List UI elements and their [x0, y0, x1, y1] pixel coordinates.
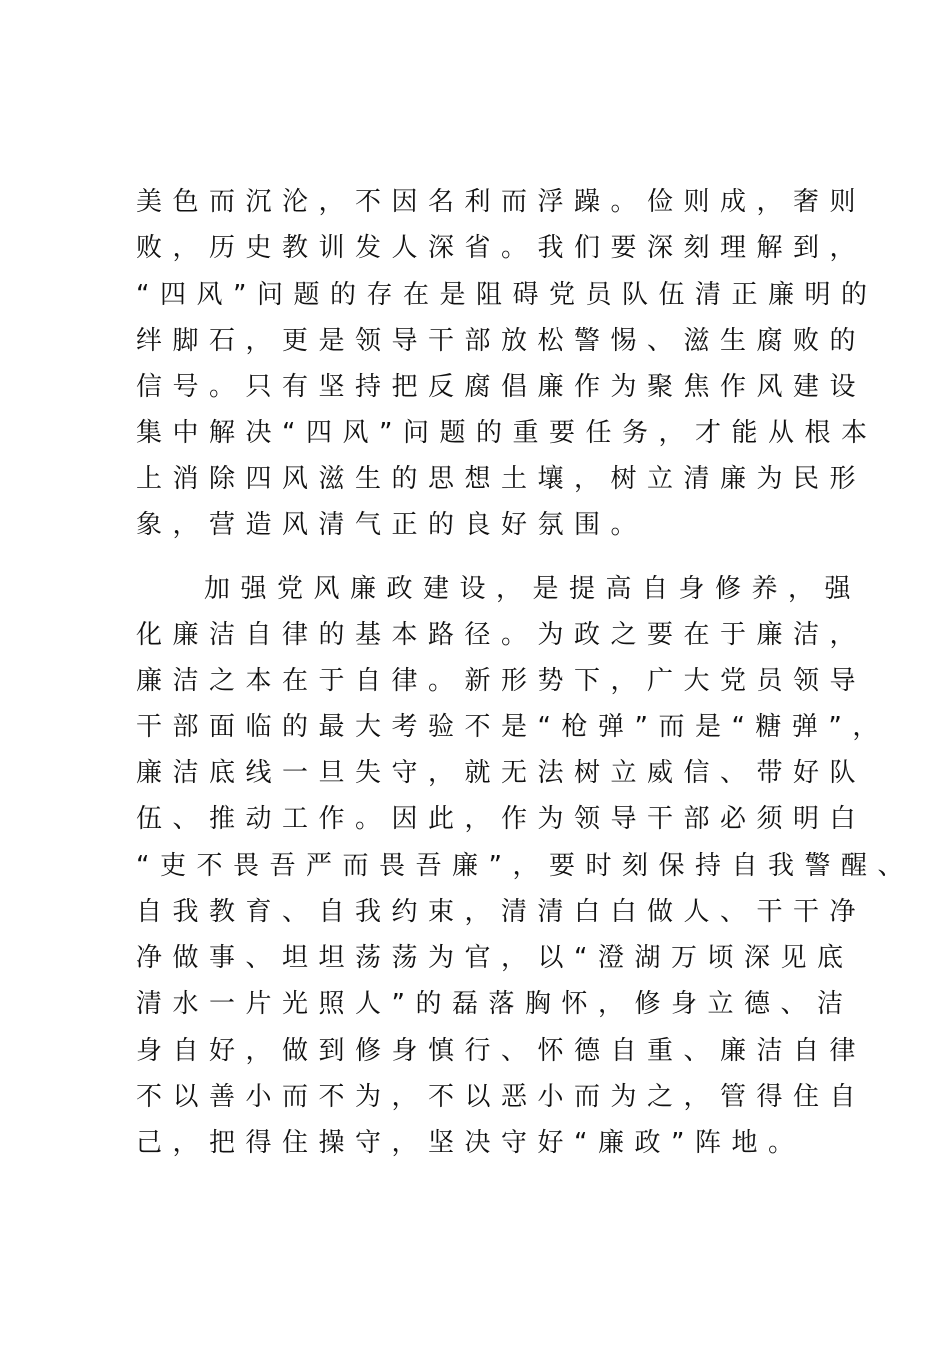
text-line: 绊脚石，更是领导干部放松警惕、滋生腐败的	[136, 326, 867, 356]
text-line: 不以善小而不为，不以恶小而为之，管得住自	[136, 1082, 867, 1112]
text-line: 败，历史教训发人深省。我们要深刻理解到，	[136, 233, 867, 263]
text-line: 自我教育、自我约束，清清白白做人、干干净	[136, 897, 867, 927]
text-line: 集中解决“四风”问题的重要任务，才能从根本	[136, 418, 878, 448]
text-line: 干部面临的最大考验不是“枪弹”而是“糖弹”，	[136, 712, 889, 742]
text-line: 上消除四风滋生的思想土壤，树立清廉为民形	[136, 464, 867, 494]
text-line: 化廉洁自律的基本路径。为政之要在于廉洁，	[136, 620, 867, 650]
text-line: “吏不畏吾严而畏吾廉”，要时刻保持自我警醒、	[136, 851, 914, 881]
text-line: 信号。只有坚持把反腐倡廉作为聚焦作风建设	[136, 372, 867, 402]
text-line: 身自好，做到修身慎行、怀德自重、廉洁自律	[136, 1036, 867, 1066]
text-line: 廉洁底线一旦失守，就无法树立威信、带好队	[136, 758, 867, 788]
text-line: 加强党风廉政建设，是提高自身修养，强	[204, 574, 862, 604]
text-line: 廉洁之本在于自律。新形势下，广大党员领导	[136, 666, 867, 696]
text-line: “四风”问题的存在是阻碍党员队伍清正廉明的	[136, 280, 878, 310]
text-line: 清水一片光照人”的磊落胸怀，修身立德、洁	[136, 989, 854, 1019]
text-line: 伍、推动工作。因此，作为领导干部必须明白	[136, 804, 867, 834]
text-line: 己，把得住操守，坚决守好“廉政”阵地。	[136, 1128, 805, 1158]
text-line: 象，营造风清气正的良好氛围。	[136, 510, 648, 540]
text-line: 美色而沉沦，不因名利而浮躁。俭则成，奢则	[136, 187, 867, 217]
text-line: 净做事、坦坦荡荡为官，以“澄湖万顷深见底	[136, 943, 854, 973]
